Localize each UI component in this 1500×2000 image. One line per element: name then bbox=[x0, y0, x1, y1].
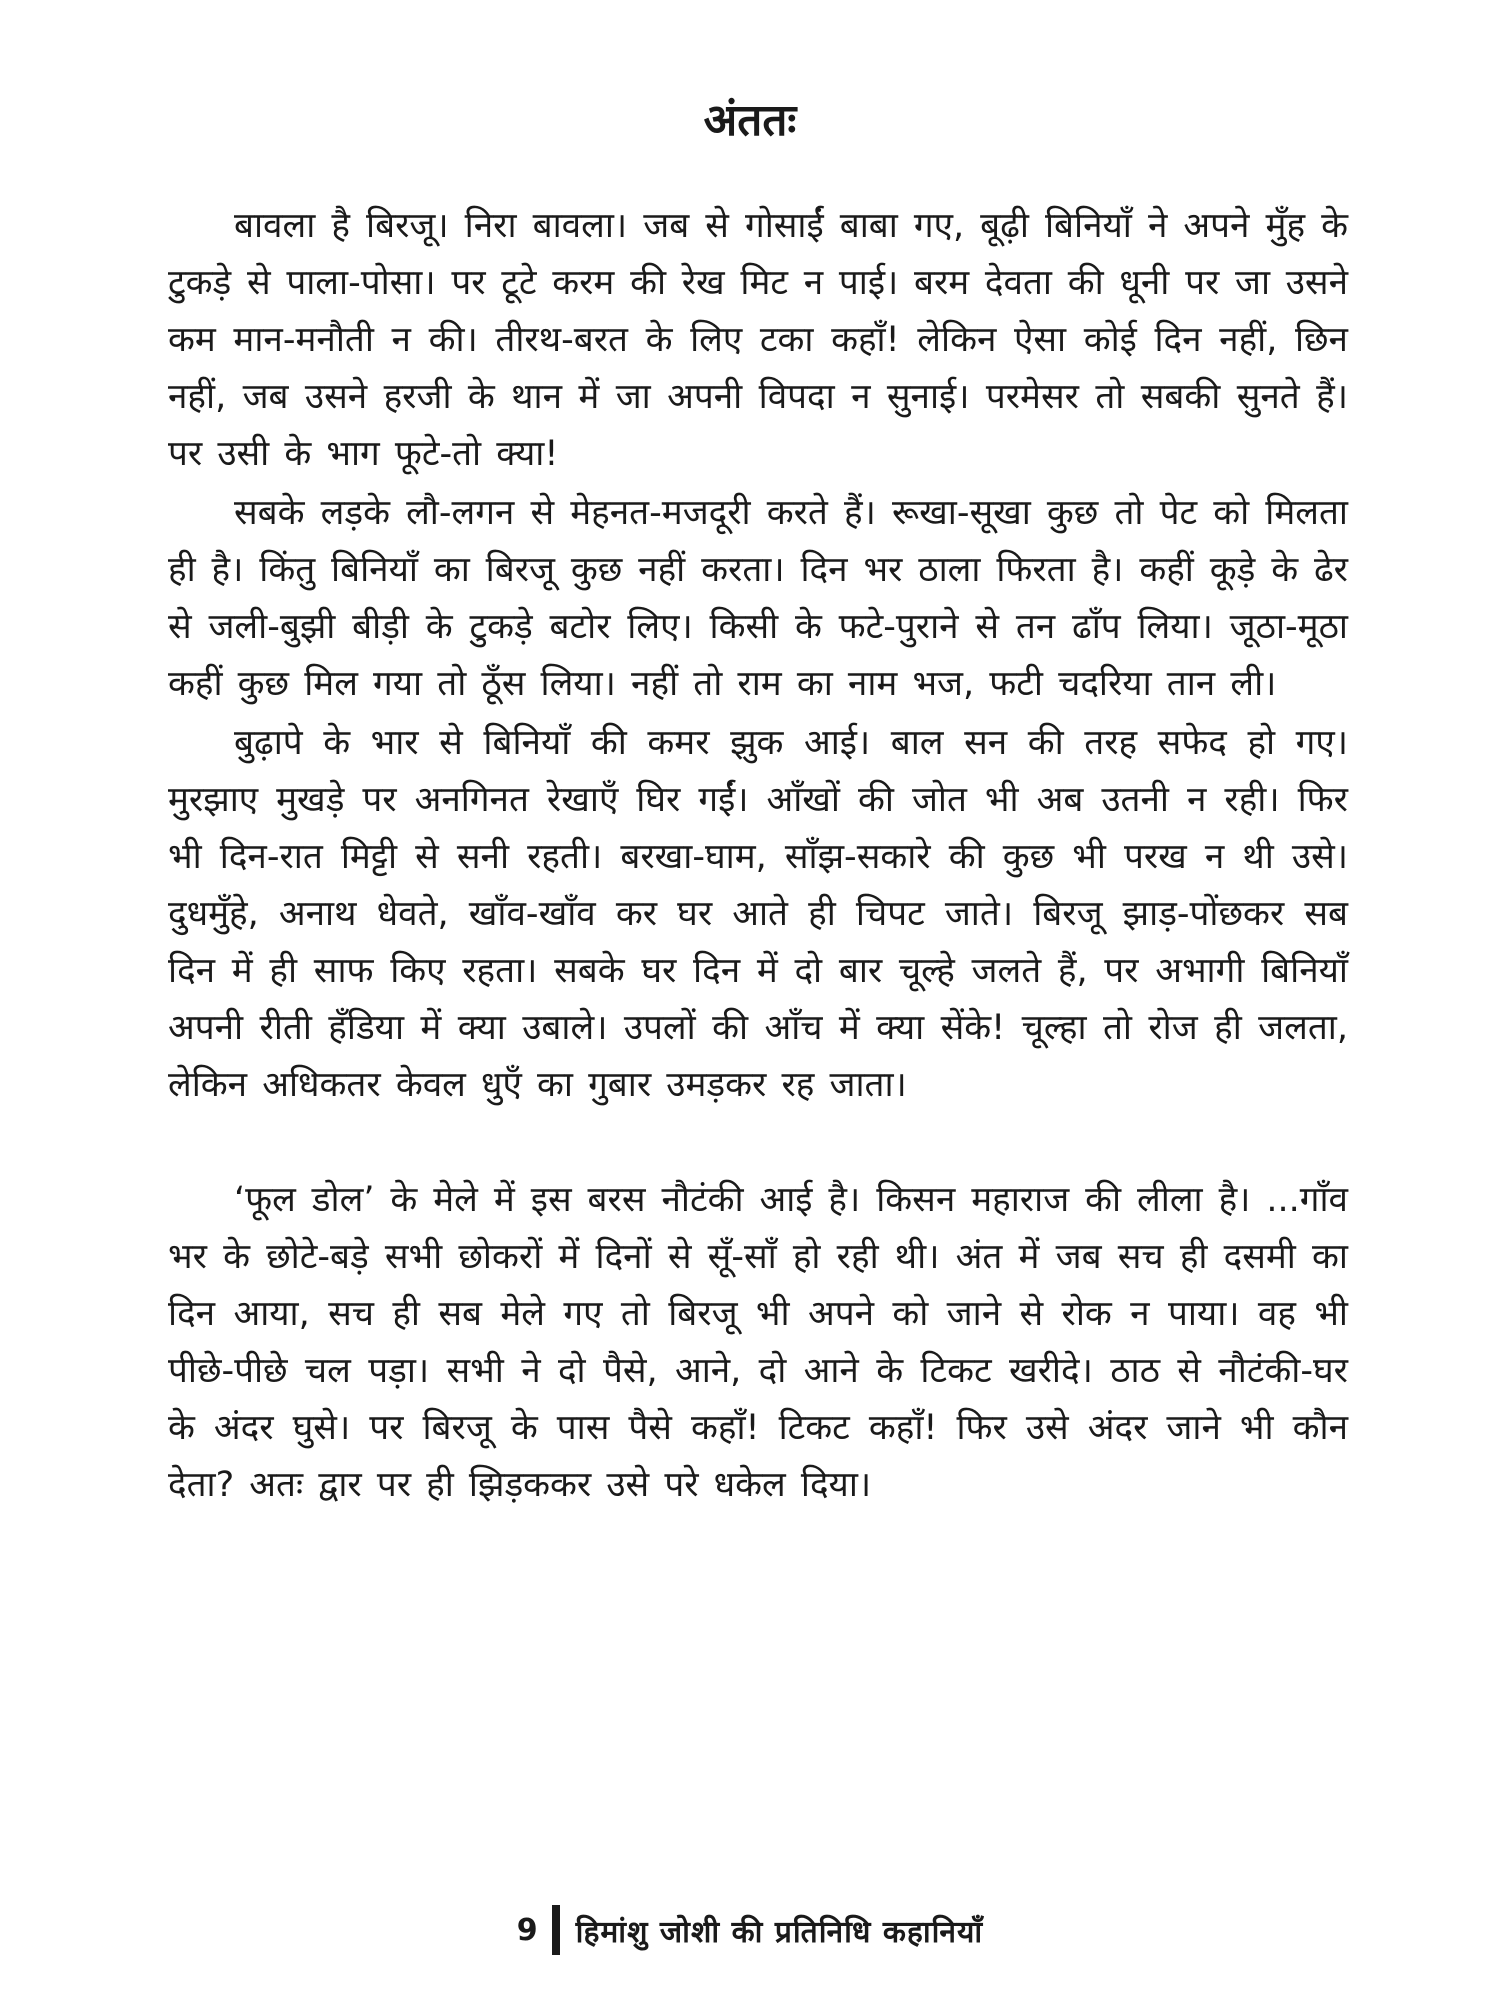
page-number: 9 bbox=[516, 1912, 538, 1948]
story-title: अंततः bbox=[703, 95, 797, 146]
book-title: हिमांशु जोशी की प्रतिनिधि कहानियाँ bbox=[575, 1914, 984, 1950]
paragraph-2: सबके लड़के लौ-लगन से मेहनत-मजदूरी करते हैं। रूखा-सूखा कुछ तो पेट को मिलता ही है। किंतु बिनियाँ का बिरजू कुछ नहीं करता। दिन भर ठाला फिरता है। कहीं कूड़े के ढेर से जली-बुझी बीड़ी के टुकड़े बटोर लिए। किसी के फटे-पुराने से तन ढाँप लिया। जूठा-मूठा कहीं कुछ मिल गया तो ठूँस लिया। नहीं तो राम का नाम भज, फटी चदरिया तान ली। bbox=[168, 493, 1348, 704]
page-footer bbox=[0, 1905, 1500, 1955]
paragraph-1: बावला है बिरजू। निरा बावला। जब से गोसाईं बाबा गए, बूढ़ी बिनियाँ ने अपने मुँह के टुकड़े से पाला-पोसा। पर टूटे करम की रेख मिट न पाई। बरम देवता की धूनी पर जा उसने कम मान-मनौती न की। तीरथ-बरत के लिए टका कहाँ! लेकिन ऐसा कोई दिन नहीं, छिन नहीं, जब उसने हरजी के थान में जा अपनी विपदा न सुनाई। परमेसर तो सबकी सुनते हैं। पर उसी के भाग फूटे-तो क्या! bbox=[168, 206, 1348, 474]
footer-divider bbox=[552, 1905, 560, 1955]
story-body bbox=[168, 198, 1348, 1514]
paragraph-4: ‘फूल डोल’ के मेले में इस बरस नौटंकी आई है। किसन महाराज की लीला है। ...गाँव भर के छोटे-बड़े सभी छोकरों में दिनों से सूँ-साँ हो रही थी। अंत में जब सच ही दसमी का दिन आया, सच ही सब मेले गए तो बिरजू भी अपने को जाने से रोक न पाया। वह भी पीछे-पीछे चल पड़ा। सभी ने दो पैसे, आने, दो आने के टिकट खरीदे। ठाठ से नौटंकी-घर के अंदर घुसे। पर बिरजू के पास पैसे कहाँ! टिकट कहाँ! फिर उसे अंदर जाने भी कौन देता? अतः द्वार पर ही झिड़ककर उसे परे धकेल दिया। bbox=[168, 1180, 1348, 1505]
paragraph-3: बुढ़ापे के भार से बिनियाँ की कमर झुक आई। बाल सन की तरह सफेद हो गए। मुरझाए मुखड़े पर अनगिनत रेखाएँ घिर गईं। आँखों की जोत भी अब उतनी न रही। फिर भी दिन-रात मिट्टी से सनी रहती। बरखा-घाम, साँझ-सकारे की कुछ भी परख न थी उसे। दुधमुँहे, अनाथ धेवते, खाँव-खाँव कर घर आते ही चिपट जाते। बिरजू झाड़-पोंछकर सब दिन में ही साफ किए रहता। सबके घर दिन में दो बार चूल्हे जलते हैं, पर अभागी बिनियाँ अपनी रीती हँडिया में क्या उबाले। उपलों की आँच में क्या सेंके! चूल्हा तो रोज ही जलता, लेकिन अधिकतर केवल धुएँ का गुबार उमड़कर रह जाता। bbox=[168, 723, 1348, 1105]
